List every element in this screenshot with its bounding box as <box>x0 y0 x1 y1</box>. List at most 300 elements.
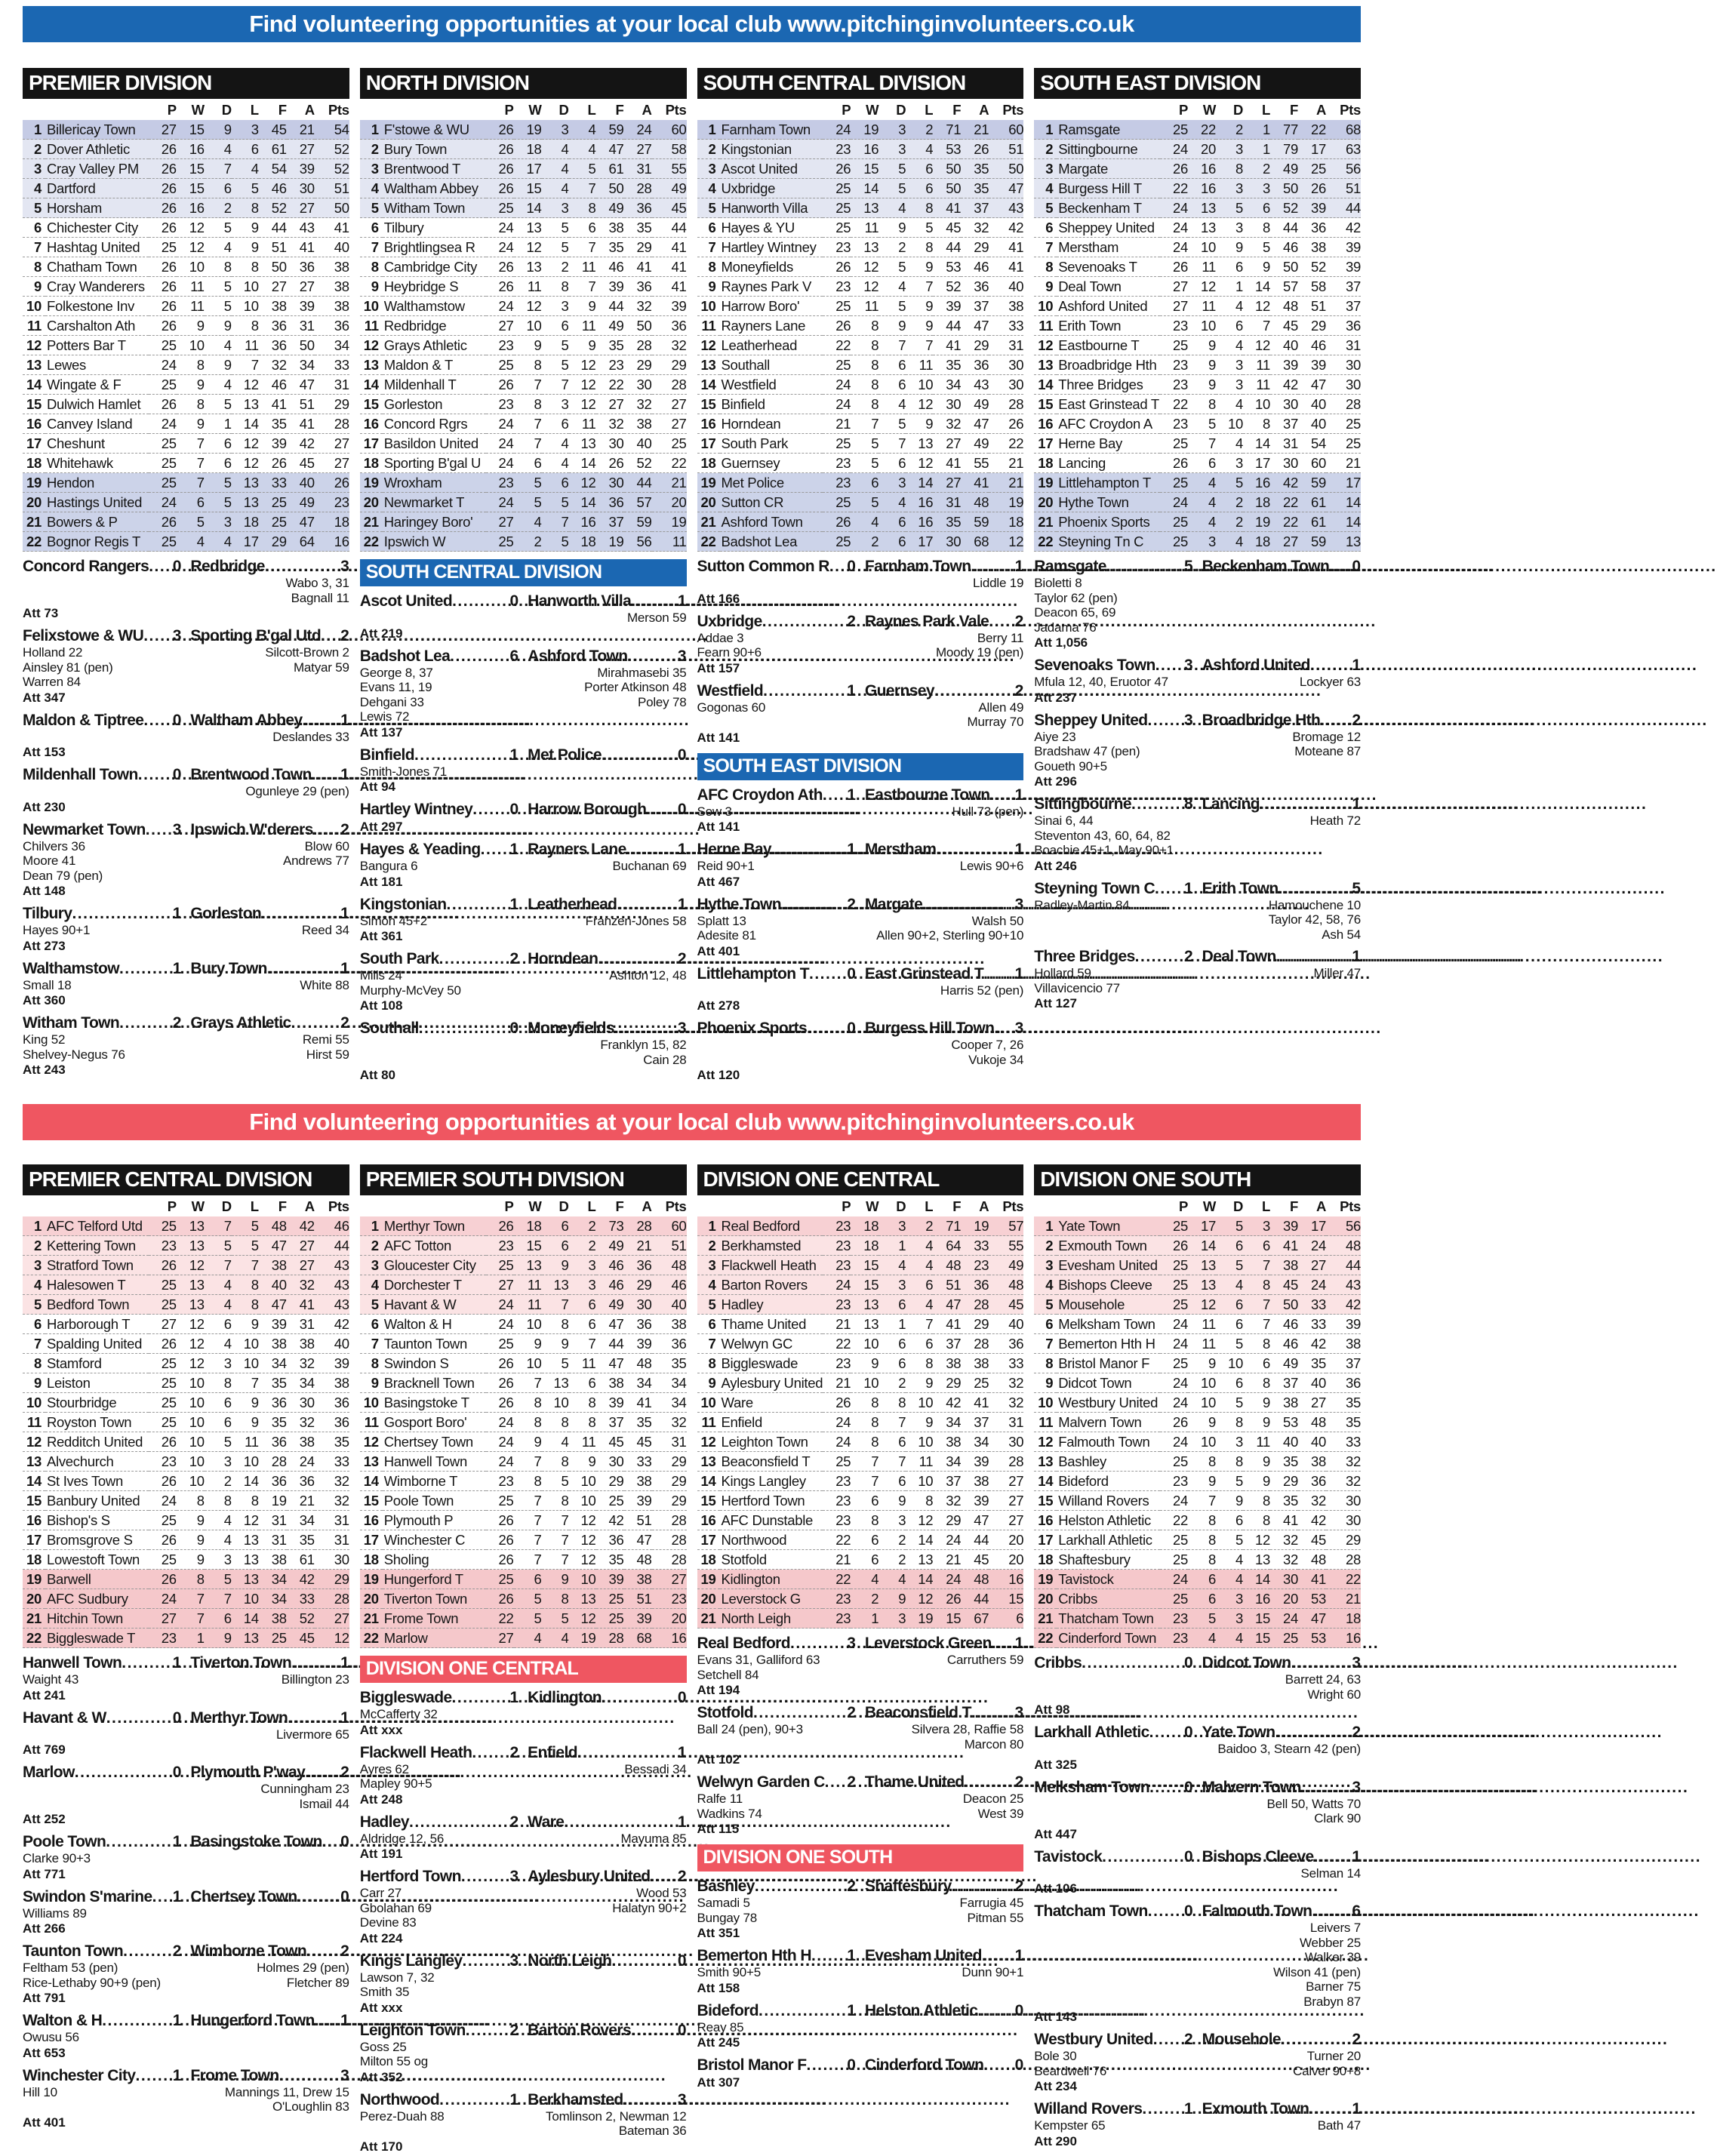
stat-header: F <box>952 1198 962 1214</box>
stat-cell: 2 <box>1235 121 1243 137</box>
stat-cell: 4 <box>1208 494 1216 510</box>
stat-cell: 8 <box>925 1355 934 1371</box>
position-cell: 22 <box>363 1629 379 1646</box>
stat-cell: 38 <box>1008 297 1024 314</box>
fixture-home <box>1034 2031 1192 2049</box>
stat-cell: 6 <box>223 1413 232 1430</box>
stat-cell: 3 <box>561 395 569 412</box>
position-cell: 10 <box>1038 1394 1054 1410</box>
stat-cell: 36 <box>636 1315 652 1332</box>
position-cell: 19 <box>1038 1570 1054 1587</box>
stat-cell: 24 <box>161 356 177 373</box>
stat-cell: 26 <box>161 513 177 530</box>
team-name: Hanwell Town <box>23 1654 122 1672</box>
stat-cell: 6 <box>871 1551 879 1567</box>
team-name: Eastbourne T <box>1058 337 1140 353</box>
position-cell: 3 <box>34 160 42 177</box>
fixture-away <box>528 1744 686 1762</box>
match-result <box>697 613 1024 676</box>
stat-cell: 8 <box>1235 160 1243 177</box>
score-row <box>697 613 1024 631</box>
team-name: Met Police <box>528 746 602 764</box>
position-cell: 16 <box>26 1512 42 1528</box>
table-row <box>697 1393 1024 1413</box>
table-row <box>360 257 687 277</box>
attendance: Att 245 <box>697 2035 740 2050</box>
fixture-away <box>190 1942 349 1961</box>
home-scorers <box>1034 1866 1197 1881</box>
stat-cell: 60 <box>1008 121 1024 137</box>
stat-cell: 5 <box>898 415 906 432</box>
dot-leader <box>1142 2100 1182 2118</box>
team-name: Walthamstow <box>23 959 119 977</box>
match-result <box>1034 880 1361 943</box>
stat-cell: 35 <box>1346 1394 1361 1410</box>
stat-cell: 26 <box>161 219 177 235</box>
stat-cell: 3 <box>1208 533 1216 549</box>
scorer-line: Cain 28 <box>643 1052 687 1067</box>
stat-cell: 6 <box>1235 1315 1243 1332</box>
fixture-home <box>23 766 181 784</box>
stat-cell: 42 <box>299 435 315 451</box>
stat-cell: 45 <box>299 1629 315 1646</box>
stat-cell: 24 <box>1173 1433 1188 1450</box>
away-scorers <box>523 914 686 929</box>
team-name: Tavistock <box>1058 1570 1114 1587</box>
home-scorers <box>360 2109 523 2139</box>
stat-cell: 50 <box>946 180 962 196</box>
stat-cell: 34 <box>271 1590 287 1607</box>
stat-cell: 46 <box>608 1256 624 1273</box>
stat-cell: 49 <box>1283 1355 1298 1371</box>
score: 2 <box>509 1813 519 1831</box>
scorers <box>23 923 349 938</box>
stat-cell: 3 <box>898 140 906 157</box>
stat-cell: 25 <box>671 435 687 451</box>
stat-cell: 16 <box>1255 1590 1270 1607</box>
stat-cell: 4 <box>534 1629 542 1646</box>
score-row <box>360 647 687 666</box>
team-name: Tavistock <box>1034 1847 1103 1865</box>
dot-leader <box>971 558 1012 576</box>
stat-cell: 32 <box>946 1492 962 1509</box>
home-scorers <box>360 1038 523 1067</box>
team-name: Tiverton Town <box>383 1590 467 1607</box>
stat-cell: 47 <box>974 1512 989 1528</box>
stat-cell: 24 <box>1173 140 1188 157</box>
scorer-line: Carruthers 59 <box>946 1653 1024 1667</box>
scorer-line: Ismail 44 <box>299 1796 349 1811</box>
stat-cell: 30 <box>1283 454 1298 471</box>
fixture-away <box>528 1868 686 1886</box>
home-scorers <box>1034 966 1197 995</box>
score: 0 <box>847 558 856 575</box>
stat-cell: 15 <box>526 1237 542 1253</box>
stat-cell: 38 <box>1283 1256 1298 1273</box>
dot-leader <box>1310 657 1349 675</box>
stat-header: L <box>250 1198 259 1214</box>
fixture-home <box>23 712 181 730</box>
stat-cell: 9 <box>925 317 934 334</box>
away-scorers <box>1198 1672 1361 1702</box>
stat-cell: 36 <box>299 1472 315 1489</box>
fixture-home <box>360 2022 518 2040</box>
stat-cell: 28 <box>334 415 349 432</box>
stat-cell: 25 <box>1173 337 1188 353</box>
stat-cell: 22 <box>835 337 851 353</box>
dot-leader <box>305 1764 338 1782</box>
stat-cell: 39 <box>299 160 315 177</box>
dot-leader <box>419 1020 508 1038</box>
dot-leader <box>446 896 507 914</box>
team-name: Sporting B'gal Utd <box>190 627 322 644</box>
scorer-line: Allen 90+2, Sterling 90+10 <box>876 928 1024 943</box>
team-name: Biggleswade <box>359 1689 452 1706</box>
stat-cell: 27 <box>498 513 514 530</box>
team-name: Exmouth Town <box>1202 2100 1309 2118</box>
dot-leader <box>1329 558 1349 576</box>
team-name: Poole Town <box>383 1492 454 1509</box>
stat-cell: 25 <box>835 494 851 510</box>
score: 2 <box>172 1942 182 1960</box>
stat-header: W <box>1202 102 1216 118</box>
fixture-away <box>528 746 686 764</box>
scorers <box>697 576 1024 591</box>
score: 1 <box>340 766 349 783</box>
stat-cell: 46 <box>671 1276 687 1293</box>
table-row <box>1034 1511 1361 1530</box>
stat-cell: 8 <box>871 356 879 373</box>
stat-cell: 4 <box>223 1335 232 1352</box>
stat-cell: 50 <box>1283 1296 1298 1312</box>
stat-cell: 3 <box>1235 376 1243 392</box>
position-cell: 20 <box>1038 1590 1054 1607</box>
team-name: Leatherhead <box>721 337 798 353</box>
position-cell: 4 <box>34 1276 42 1293</box>
dot-leader <box>75 1764 171 1782</box>
stat-cell: 39 <box>636 1492 652 1509</box>
home-scorers <box>23 1906 186 1921</box>
stat-cell: 12 <box>863 258 879 275</box>
stat-cell: 51 <box>946 1276 962 1293</box>
stat-header: Pts <box>1340 102 1361 118</box>
score-row <box>360 896 687 914</box>
table-row <box>23 434 349 454</box>
stat-cell: 23 <box>161 1629 177 1646</box>
fixture-away <box>528 950 686 968</box>
fixture-away <box>528 1689 686 1707</box>
stat-cell: 2 <box>1235 494 1243 510</box>
stat-cell: 7 <box>898 1413 906 1430</box>
fixture-away <box>1202 948 1361 966</box>
stat-cell: 20 <box>1008 1531 1024 1548</box>
stat-header: A <box>1315 102 1326 118</box>
stat-cell: 26 <box>1008 415 1024 432</box>
stat-cell: 10 <box>580 1492 596 1509</box>
stat-cell: 32 <box>299 1355 315 1371</box>
position-cell: 16 <box>1038 1512 1054 1528</box>
scorers <box>360 2109 687 2139</box>
fixture-home <box>1034 1848 1192 1866</box>
score: 3 <box>677 647 687 665</box>
team-name: Guernsey <box>864 681 934 700</box>
stat-cell: 34 <box>271 1570 287 1587</box>
stat-cell: 16 <box>918 494 934 510</box>
position-cell: 19 <box>700 474 716 491</box>
score: 1 <box>340 2012 349 2029</box>
scorer-line: Warren 84 <box>23 675 81 689</box>
stat-cell: 8 <box>1208 1453 1216 1469</box>
stat-cell: 6 <box>561 474 569 491</box>
position-cell: 7 <box>371 1335 379 1352</box>
attendance: Att 237 <box>1034 690 1077 705</box>
stat-cell: 7 <box>871 415 879 432</box>
stat-cell: 25 <box>161 474 177 491</box>
team-name: Leighton Town <box>359 2021 466 2039</box>
stat-cell: 10 <box>1201 238 1216 255</box>
home-scorers <box>23 576 186 605</box>
stat-cell: 2 <box>898 1551 906 1567</box>
table-row <box>23 395 349 414</box>
stat-cell: 13 <box>580 1590 596 1607</box>
dot-leader <box>631 592 675 611</box>
stat-cell: 8 <box>871 337 879 353</box>
team-name: Gosport Boro' <box>383 1413 467 1430</box>
dot-leader <box>119 1014 171 1032</box>
position-cell: 10 <box>700 1394 716 1410</box>
team-name: Bromsgrove S <box>47 1531 133 1548</box>
home-scorers <box>23 839 186 884</box>
stat-cell: 7 <box>196 454 205 471</box>
stat-cell: 9 <box>196 317 205 334</box>
stat-cell: 13 <box>863 238 879 255</box>
position-cell: 6 <box>371 1315 379 1332</box>
fixture-away <box>528 592 686 611</box>
scorer-line: Sow 3 <box>697 804 732 819</box>
stat-cell: 8 <box>1235 1413 1243 1430</box>
attendance: Att 94 <box>359 780 395 794</box>
score-row <box>1034 1654 1361 1672</box>
team-name: Shaftesbury <box>1058 1551 1131 1567</box>
stat-cell: 6 <box>561 317 569 334</box>
stat-cell: 3 <box>1235 1433 1243 1450</box>
position-cell: 11 <box>364 317 379 334</box>
stat-cell: 25 <box>1173 1355 1188 1371</box>
dot-leader <box>313 821 338 839</box>
score: 0 <box>172 766 182 783</box>
team-name: Littlehampton T <box>1058 474 1151 491</box>
stat-cell: 6 <box>588 1296 596 1312</box>
team-name: Mildenhall T <box>383 376 457 392</box>
stat-header: L <box>925 102 934 118</box>
stat-cell: 29 <box>671 1453 687 1469</box>
score-row <box>360 950 687 968</box>
stat-cell: 5 <box>1235 1217 1243 1234</box>
fixture-home <box>697 786 856 804</box>
score: 1 <box>847 786 856 804</box>
table-row <box>23 218 349 238</box>
score: 1 <box>340 905 349 922</box>
scorer-line: Evans 31, Galliford 63 <box>697 1653 820 1667</box>
stat-cell: 35 <box>1346 1413 1361 1430</box>
table-row <box>360 120 687 140</box>
away-scorers <box>523 1886 686 1930</box>
team-name: Basingstoke T <box>383 1394 469 1410</box>
score: 2 <box>1352 711 1361 729</box>
scorer-line: Mannings 11, Drew 15 <box>224 2084 349 2099</box>
team-name: Plymouth P <box>383 1512 454 1528</box>
stat-cell: 4 <box>561 140 569 157</box>
score: 3 <box>677 2090 687 2108</box>
scorer-line: Wabo 3, 31 <box>285 576 349 590</box>
stat-cell: 27 <box>334 454 349 471</box>
team-name: Moneyfields <box>721 258 793 275</box>
stat-cell: 25 <box>835 435 851 451</box>
stat-cell: 36 <box>334 1413 349 1430</box>
stat-cell: 25 <box>498 1492 514 1509</box>
stat-cell: 35 <box>271 415 287 432</box>
dot-leader <box>291 1014 338 1032</box>
position-cell: 7 <box>34 238 42 255</box>
stat-cell: 6 <box>925 1276 934 1293</box>
position-cell: 14 <box>1038 376 1054 392</box>
stat-cell: 25 <box>835 1453 851 1469</box>
stat-cell: 11 <box>919 1453 934 1469</box>
stat-cell: 30 <box>1346 376 1361 392</box>
stat-cell: 27 <box>271 278 287 294</box>
team-name: Bognor Regis T <box>47 533 140 549</box>
match-result <box>1034 1779 1361 1842</box>
stat-cell: 23 <box>608 356 624 373</box>
match-result <box>360 896 687 945</box>
stat-cell: 15 <box>1008 1590 1024 1607</box>
team-name: Farnham Town <box>721 121 811 137</box>
stat-header: F <box>952 102 962 118</box>
scorers <box>697 914 1024 943</box>
stat-cell: 6 <box>223 1315 232 1332</box>
stat-cell: 45 <box>636 1433 652 1450</box>
stat-cell: 9 <box>1263 1394 1270 1410</box>
away-scorers <box>1198 1742 1361 1757</box>
scorer-line: Halatyn 90+2 <box>612 1900 687 1915</box>
table-row <box>697 512 1024 532</box>
away-scorers <box>523 859 686 874</box>
scorers <box>360 1886 687 1930</box>
scorer-line: Andrews 77 <box>282 853 349 868</box>
score: 5 <box>1183 558 1193 575</box>
table-row <box>360 532 687 552</box>
stat-cell: 17 <box>1311 140 1326 157</box>
dot-leader <box>626 841 675 859</box>
stat-cell: 13 <box>918 1551 934 1567</box>
stat-cell: 5 <box>1235 1256 1243 1273</box>
stat-cell: 55 <box>1008 1237 1024 1253</box>
score: 2 <box>509 2021 519 2039</box>
match-result <box>360 1952 687 2016</box>
stat-cell: 5 <box>223 278 232 294</box>
stat-cell: 30 <box>946 533 962 549</box>
position-cell: 19 <box>26 474 42 491</box>
position-cell: 3 <box>371 160 379 177</box>
stat-cell: 25 <box>161 1276 177 1293</box>
stat-cell: 41 <box>1008 258 1024 275</box>
stat-cell: 5 <box>251 1217 259 1234</box>
stat-cell: 24 <box>498 219 514 235</box>
stat-cell: 4 <box>925 1256 934 1273</box>
stat-header: D <box>896 1198 906 1214</box>
stat-cell: 47 <box>1311 1610 1326 1626</box>
team-name: Westfield <box>721 376 777 392</box>
stat-cell: 13 <box>243 1551 259 1567</box>
stat-cell: 38 <box>608 219 624 235</box>
stat-cell: 25 <box>498 199 514 216</box>
fixture-home <box>697 613 856 631</box>
stat-cell: 6 <box>898 1355 906 1371</box>
stat-cell: 40 <box>1311 395 1326 412</box>
table-row <box>23 1589 349 1609</box>
stat-cell: 19 <box>974 1217 989 1234</box>
team-name: Ashford United <box>1058 297 1148 314</box>
scorer-line: Walker 39 <box>1304 1950 1361 1964</box>
stat-cell: 36 <box>608 494 624 510</box>
position-cell: 5 <box>1045 199 1054 216</box>
home-scorers <box>697 1653 860 1682</box>
stat-cell: 54 <box>1311 435 1326 451</box>
dot-leader <box>1279 880 1350 898</box>
stat-cell: 46 <box>334 1217 349 1234</box>
stat-cell: 44 <box>608 1335 624 1352</box>
stat-cell: 35 <box>974 180 989 196</box>
scorers <box>23 2085 349 2114</box>
stat-cell: 6 <box>223 435 232 451</box>
scorer-line: Deacon 25 <box>962 1792 1024 1806</box>
score-row <box>23 1888 349 1906</box>
stat-cell: 25 <box>498 1335 514 1352</box>
table-row <box>360 493 687 512</box>
stat-cell: 44 <box>974 1531 989 1548</box>
stat-cell: 44 <box>271 219 287 235</box>
stat-cell: 40 <box>1283 337 1298 353</box>
position-cell: 2 <box>1045 140 1054 157</box>
position-cell: 10 <box>26 297 42 314</box>
table-row <box>360 336 687 355</box>
stat-cell: 4 <box>925 140 934 157</box>
team-name: Dover Athletic <box>47 140 130 157</box>
stat-cell: 4 <box>223 376 232 392</box>
match-result <box>23 960 349 1009</box>
dot-leader <box>983 965 1012 983</box>
stat-cell: 10 <box>243 1453 259 1469</box>
top-section-grid <box>23 68 1361 1084</box>
fixture-away <box>865 1773 1023 1792</box>
table-row <box>23 1511 349 1530</box>
stat-cell: 3 <box>1235 180 1243 196</box>
stat-cell: 12 <box>189 219 205 235</box>
home-scorers <box>360 611 523 626</box>
stat-cell: 4 <box>561 454 569 471</box>
scorer-line: Matyar 59 <box>293 660 349 675</box>
stat-cell: 4 <box>898 494 906 510</box>
stat-cell: 26 <box>835 317 851 334</box>
position-cell: 4 <box>1045 180 1054 196</box>
stat-cell: 8 <box>588 1413 596 1430</box>
team-name: Harrow Boro' <box>721 297 800 314</box>
stat-cell: 3 <box>1235 1610 1243 1626</box>
stat-cell: 10 <box>189 1394 205 1410</box>
match-result <box>697 1773 1024 1837</box>
scorers <box>697 1722 1024 1752</box>
stat-cell: 44 <box>946 238 962 255</box>
